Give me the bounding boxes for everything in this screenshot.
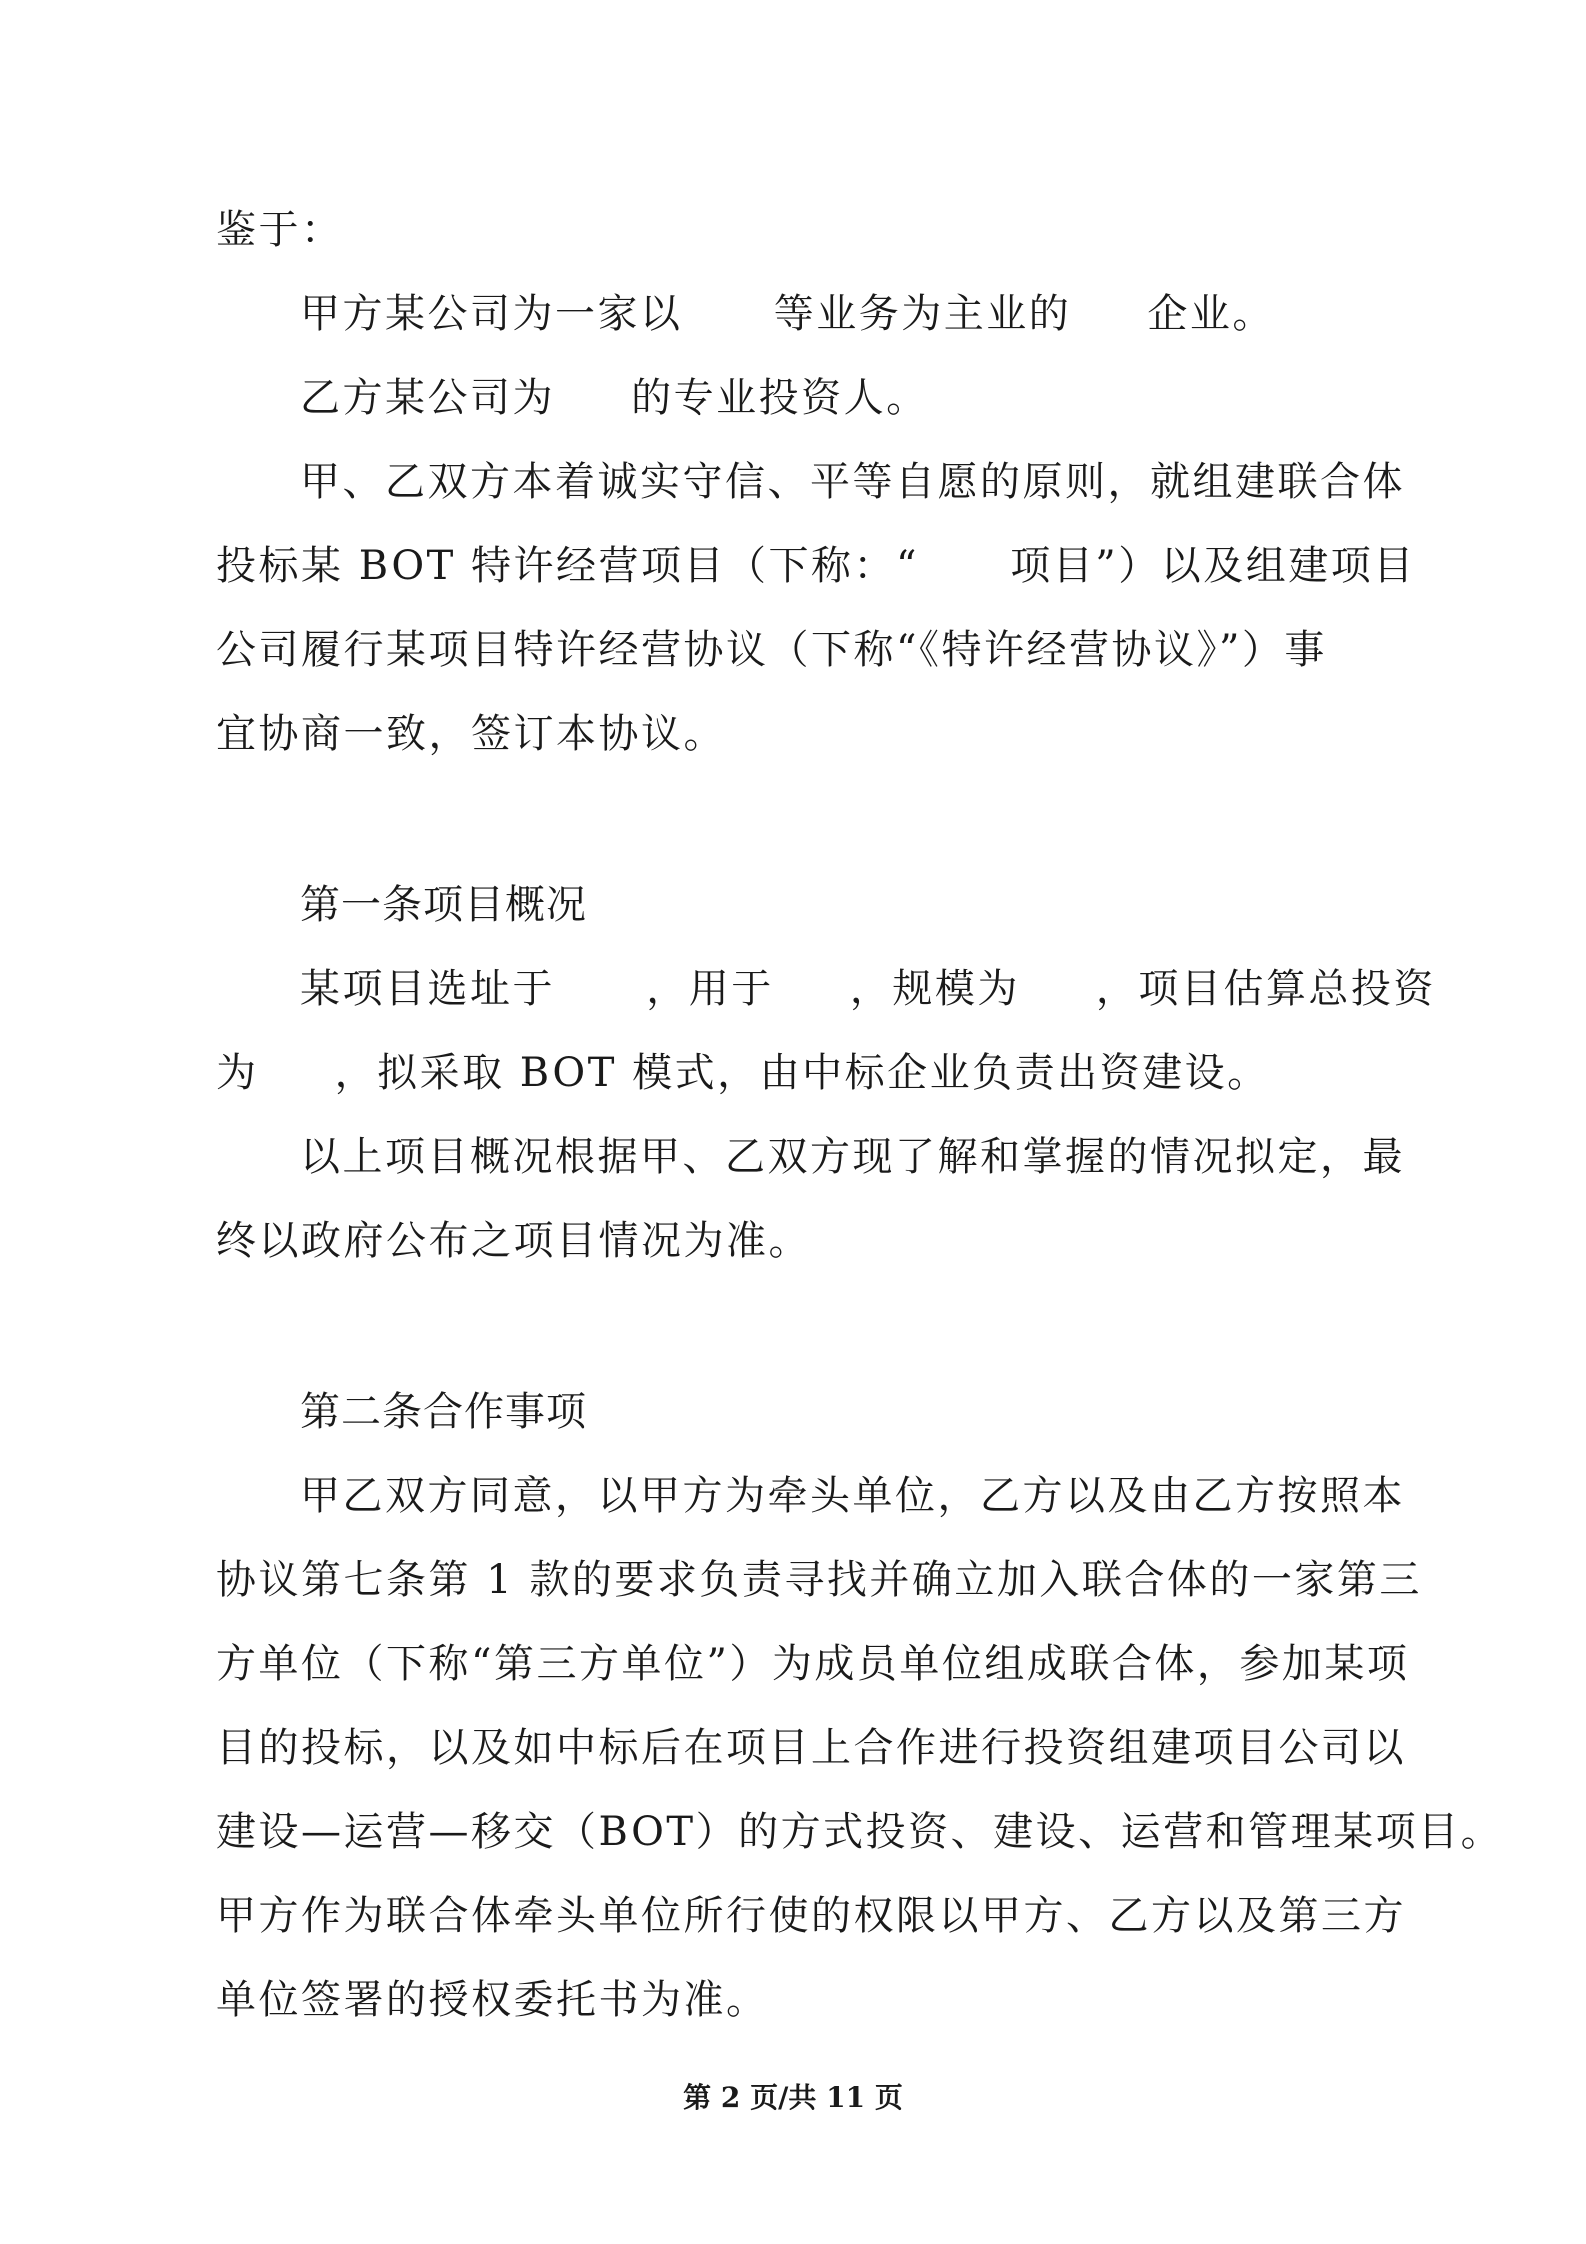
- paragraph-line: 投标某 BOT 特许经营项目（下称：“ 项目”）以及组建项目: [216, 543, 1416, 589]
- paragraph-line: 协议第七条第 1 款的要求负责寻找并确立加入联合体的一家第三: [216, 1557, 1422, 1603]
- paragraph-line: 为 ，拟采取 BOT 模式，由中标企业负责出资建设。: [216, 1050, 1270, 1096]
- paragraph-line: 甲、乙双方本着诚实守信、平等自愿的原则，就组建联合体: [300, 459, 1405, 505]
- preamble-label: 鉴于：: [216, 207, 344, 253]
- paragraph-line: 以上项目概况根据甲、乙双方现了解和掌握的情况拟定，最: [300, 1134, 1405, 1180]
- party-a-description: 甲方某公司为一家以 等业务为主业的 企业。: [300, 291, 1275, 337]
- party-b-description: 乙方某公司为 的专业投资人。: [300, 375, 929, 421]
- paragraph-line: 甲方作为联合体牵头单位所行使的权限以甲方、乙方以及第三方: [216, 1893, 1406, 1939]
- article-1-heading: 第一条项目概况: [300, 882, 587, 928]
- page-number-footer: 第 2 页/共 11 页: [683, 2081, 903, 2114]
- paragraph-line: 建设—运营—移交（BOT）的方式投资、建设、运营和管理某项目。: [216, 1809, 1504, 1855]
- paragraph-line: 单位签署的授权委托书为准。: [216, 1977, 769, 2023]
- paragraph-line: 宜协商一致，签订本协议。: [216, 711, 726, 757]
- paragraph-line: 方单位（下称“第三方单位”）为成员单位组成联合体，参加某项: [216, 1641, 1410, 1687]
- paragraph-line: 某项目选址于 ，用于 ，规模为 ，项目估算总投资: [300, 966, 1436, 1012]
- paragraph-line: 目的投标，以及如中标后在项目上合作进行投资组建项目公司以: [216, 1725, 1406, 1771]
- paragraph-line: 公司履行某项目特许经营协议（下称“《特许经营协议》”）事: [216, 627, 1327, 673]
- article-2-heading: 第二条合作事项: [300, 1389, 587, 1435]
- paragraph-line: 甲乙双方同意，以甲方为牵头单位，乙方以及由乙方按照本: [300, 1473, 1405, 1519]
- paragraph-line: 终以政府公布之项目情况为准。: [216, 1218, 811, 1264]
